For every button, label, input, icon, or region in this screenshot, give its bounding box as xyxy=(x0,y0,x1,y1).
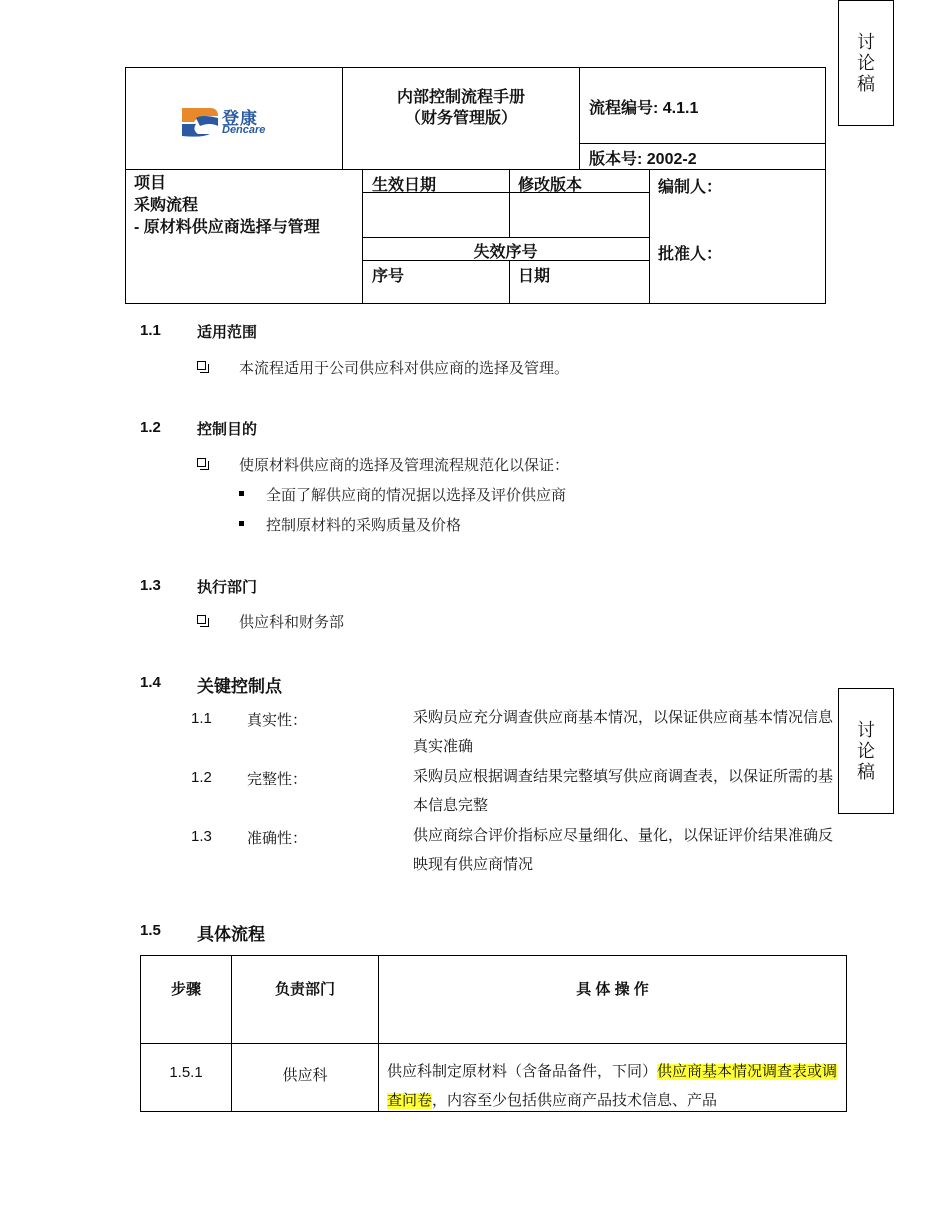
section-number: 1.1 xyxy=(140,322,161,339)
section-title-key-points: 关键控制点 xyxy=(197,677,282,696)
item-process-name: 采购流程 xyxy=(134,197,199,214)
section-number: 1.5 xyxy=(140,922,161,939)
key-point-description: 供应商综合评价指标应尽量细化、量化，以保证评价结果准确反映现有供应商情况 xyxy=(413,828,834,873)
section-title-purpose: 控制目的 xyxy=(197,421,258,438)
revision-label: 修改版本 xyxy=(518,177,583,194)
operation-highlighted-text: 供应商基本情况调查表或调查问卷 xyxy=(387,1064,838,1109)
manual-title-line1: 内部控制流程手册 xyxy=(396,89,525,106)
operation-text-part: ，内容至少包括供应商产品技术信息、产品 xyxy=(432,1093,718,1109)
manual-title-line2: （财务管理版） xyxy=(404,110,517,127)
checkbox-bullet-icon xyxy=(197,361,206,370)
step-number: 1.5.1 xyxy=(169,1064,203,1081)
manual-title-cell xyxy=(343,68,580,170)
logo-chinese-name: 登康 xyxy=(222,109,258,128)
version-cell xyxy=(580,144,826,170)
key-point-description: 采购员应充分调查供应商基本情况，以保证供应商基本情况信息真实准确 xyxy=(413,710,834,755)
department-cell xyxy=(232,1044,379,1112)
header-operation-label: 具 体 操 作 xyxy=(576,981,649,998)
section-number: 1.3 xyxy=(140,577,161,594)
procedure-table xyxy=(140,955,847,1112)
section-title-department: 执行部门 xyxy=(197,579,258,596)
section-number: 1.2 xyxy=(140,419,161,436)
section-number: 1.4 xyxy=(140,674,161,691)
logo-cell xyxy=(126,68,343,170)
key-point-number: 1.1 xyxy=(191,710,212,727)
checkbox-bullet-icon xyxy=(197,458,206,467)
table-row xyxy=(141,1044,847,1112)
item-process-detail: - 原材料供应商选择与管理 xyxy=(134,219,320,236)
key-point-label: 准确性： xyxy=(247,831,308,847)
department-text: 供应科和财务部 xyxy=(239,615,345,631)
square-bullet-icon xyxy=(239,491,244,496)
header-step-label: 步骤 xyxy=(170,981,201,998)
item-label: 项目 xyxy=(134,175,167,192)
version-number: 版本号: 2002-2 xyxy=(589,151,697,168)
header-department xyxy=(232,956,379,1044)
process-number-cell xyxy=(580,68,826,144)
key-point-label: 真实性： xyxy=(247,713,308,729)
operation-cell xyxy=(379,1044,847,1112)
draft-stamp-text: 讨论稿 xyxy=(857,719,875,782)
scope-text: 本流程适用于公司供应科对供应商的选择及管理。 xyxy=(239,361,570,377)
checkbox-bullet-icon xyxy=(197,615,206,624)
header-operation xyxy=(379,956,847,1044)
header-department-label: 负责部门 xyxy=(274,981,335,998)
step-cell xyxy=(141,1044,232,1112)
square-bullet-icon xyxy=(239,521,244,526)
section-title-procedure: 具体流程 xyxy=(197,925,265,944)
draft-stamp-text: 讨论稿 xyxy=(857,31,875,94)
header-step xyxy=(141,956,232,1044)
dencare-logo-icon xyxy=(180,104,220,138)
purpose-sub-item: 控制原材料的采购质量及价格 xyxy=(266,518,462,534)
key-point-number: 1.2 xyxy=(191,769,212,786)
document-header-table xyxy=(125,67,826,304)
key-point-description: 采购员应根据调查结果完整填写供应商调查表，以保证所需的基本信息完整 xyxy=(413,769,834,814)
section-title-scope: 适用范围 xyxy=(197,324,258,341)
prepared-by-label: 编制人： xyxy=(658,179,723,196)
department-name: 供应科 xyxy=(282,1068,328,1084)
draft-stamp-middle xyxy=(838,688,894,814)
draft-stamp-top xyxy=(838,0,894,126)
purpose-text: 使原材料供应商的选择及管理流程规范化以保证： xyxy=(239,458,570,474)
key-point-number: 1.3 xyxy=(191,828,212,845)
process-number: 流程编号: 4.1.1 xyxy=(589,100,699,117)
purpose-sub-item: 全面了解供应商的情况据以选择及评价供应商 xyxy=(266,488,567,504)
expiry-number-label: 失效序号 xyxy=(473,244,538,261)
key-point-label: 完整性： xyxy=(247,772,308,788)
logo-english-name: Dencare xyxy=(222,124,266,136)
operation-text-part: 供应科制定原材料（含备品备件，下同） xyxy=(387,1064,658,1080)
sequence-label: 序号 xyxy=(372,268,405,285)
approved-by-label: 批准人： xyxy=(658,246,723,263)
operation-text xyxy=(387,1058,838,1110)
effective-date-label: 生效日期 xyxy=(372,177,437,194)
date-label: 日期 xyxy=(518,268,551,285)
